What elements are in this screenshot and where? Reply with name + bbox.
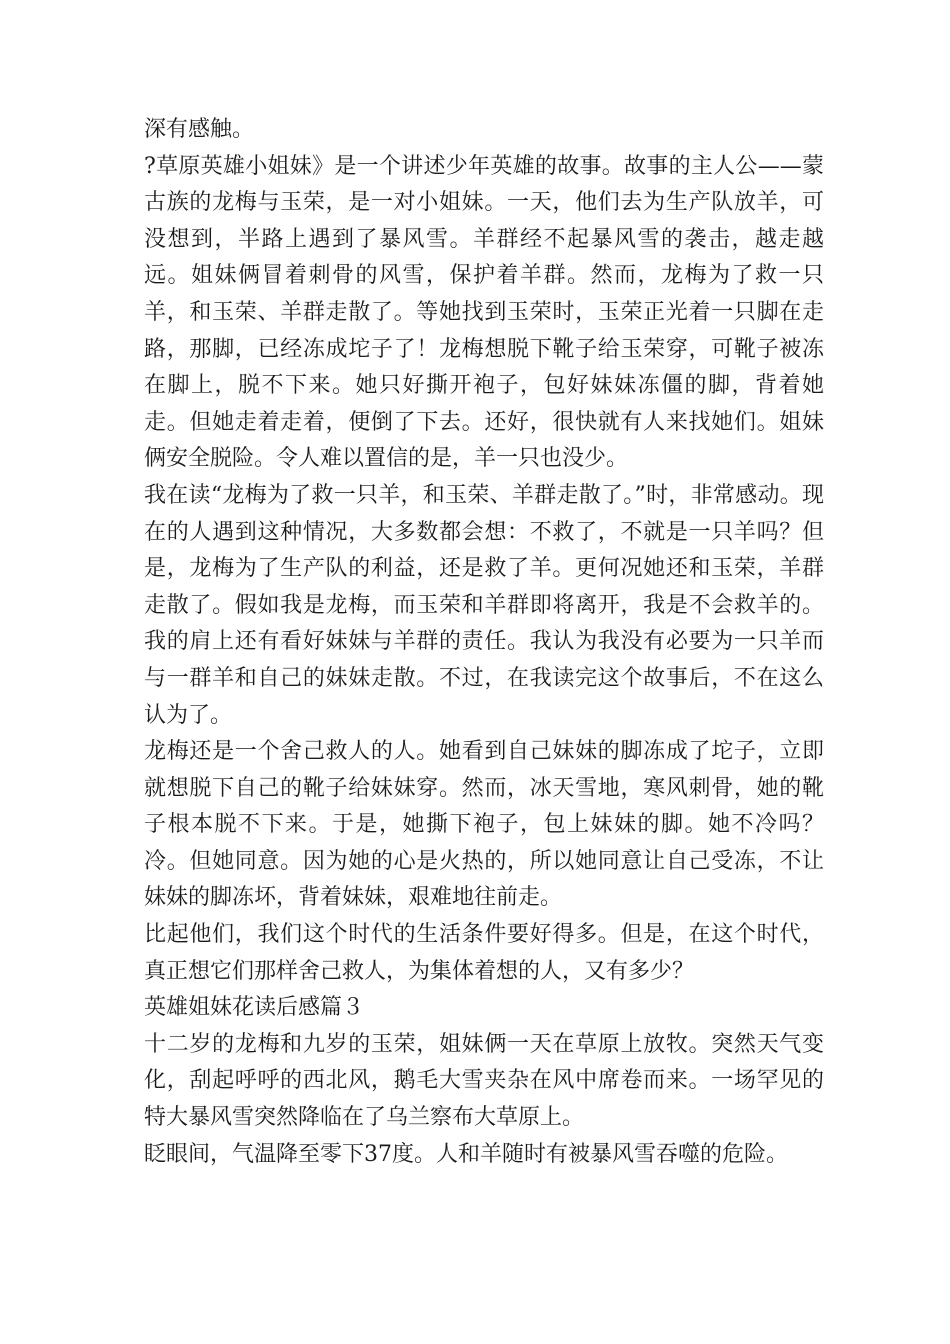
paragraph-1: 深有感触。 bbox=[144, 117, 255, 142]
section-heading: 英雄姐妹花读后感篇３ bbox=[144, 995, 365, 1021]
paragraph-2: ?草原英雄小姐妹》是一个讲述少年英雄的故事。故事的主人公——蒙古族的龙梅与玉荣，是一对小姐妹。一天，他们去为生产队放羊，可没想到，半路上遇到了暴风雪。羊群经不起暴风雪的袭击，越走越远。姐妹俩冒着刺骨的风雪，保护着羊群。然而，龙梅为了救一只羊，和玉荣、羊群走散了。等她找到玉荣时，玉荣正光着一只脚在走路，那脚，已经冻成坨子了！龙梅想脱下靴子给玉荣穿，可靴子被冻在脚上，脱不下来。她只好撕开袍子，包好妹妹冻僵的脚，背着她走。但她走着走着，便倒了下去。还好，很快就有人来找她们。姐妹俩安全脱险。令人难以置信的是，羊一只也没少。 bbox=[144, 153, 824, 472]
paragraph-5: 比起他们，我们这个时代的生活条件要好得多。但是，在这个时代，真正想它们那样舍己救人，为集体着想的人，又有多少？ bbox=[144, 922, 824, 984]
paragraph-3: 我在读“龙梅为了救一只羊，和玉荣、羊群走散了。”时，非常感动。现在的人遇到这种情况，大多数都会想：不救了，不就是一只羊吗？但是，龙梅为了生产队的利益，还是救了羊。更何况她还和玉荣，羊群走散了。假如我是龙梅，而玉荣和羊群即将离开，我是不会救羊的。我的肩上还有看好妹妹与羊群的责任。我认为我没有必要为一只羊而与一群羊和自己的妹妹走散。不过，在我读完这个故事后，不在这么认为了。 bbox=[144, 482, 824, 728]
paragraph-6: 十二岁的龙梅和九岁的玉荣，姐妹俩一天在草原上放牧。突然天气变化，刮起呼呼的西北风，鹅毛大雪夹杂在风中席卷而来。一场罕见的特大暴风雪突然降临在了乌兰察布大草原上。 bbox=[144, 1031, 824, 1131]
paragraph-7: 眨眼间，气温降至零下37度。人和羊随时有被暴风雪吞噬的危险。 bbox=[144, 1141, 788, 1167]
paragraph-4: 龙梅还是一个舍己救人的人。她看到自己妹妹的脚冻成了坨子，立即就想脱下自己的靴子给妹妹穿。然而，冰天雪地，寒风刺骨，她的靴子根本脱不下来。于是，她撕下袍子，包上妹妹的脚。她不冷吗？冷。但她同意。因为她的心是火热的，所以她同意让自己受冻，不让妹妹的脚冻坏，背着妹妹，艰难地往前走。 bbox=[144, 739, 824, 911]
document-body bbox=[144, 112, 824, 1173]
